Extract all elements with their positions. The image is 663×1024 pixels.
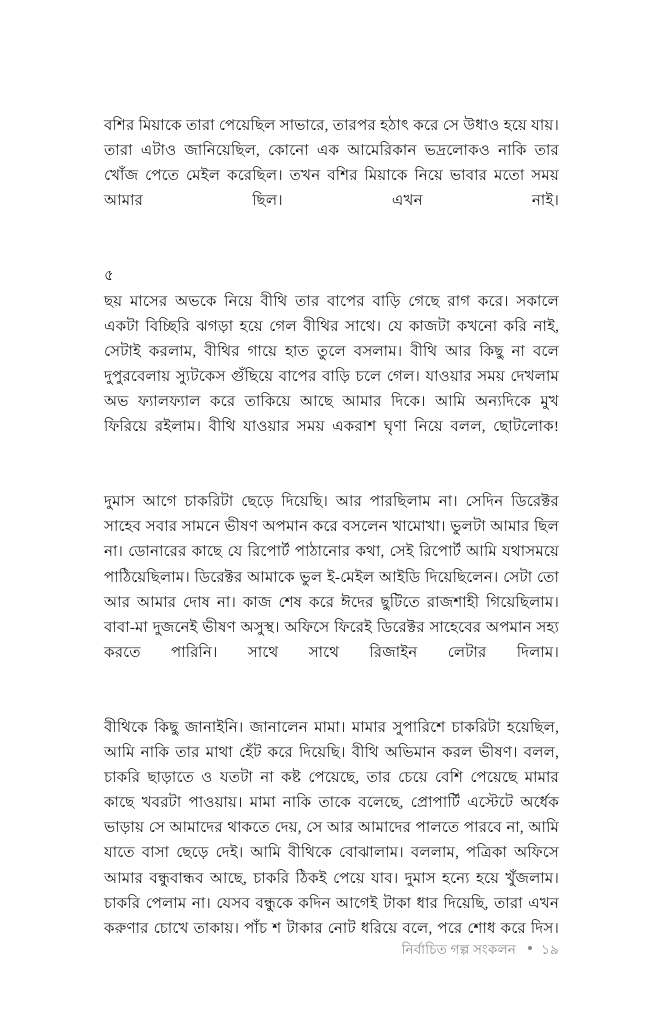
- section-marker-block: [104, 264, 559, 289]
- footer-page-number: ১৯: [541, 942, 559, 957]
- paragraph-1: ছয় মাসের অভকে নিয়ে বীথি তার বাপের বাড়ি গেছে রাগ করে। সকালে একটা বিচ্ছিরি ঝগড়া হয়ে গেল বীথির সাথে। যে কাজটা কখনো করি নাই, সেটাই করলাম, বীথির গায়ে হাত তুলে বসলাম। বীথি আর কিছু না বলে দুপুরবেলায় স্যুটকেস গুঁছিয়ে বাপের বাড়ি চলে গেল। যাওয়ার সময় দেখলাম অভ ফ্যালফ্যাল করে তাকিয়ে আছে আমার দিকে। আমি অন্যদিকে মুখ ফিরিয়ে রইলাম। বীথি যাওয়ার সময় একরাশ ঘৃণা নিয়ে বলল, ছোটলোক!: [104, 293, 559, 436]
- paragraph-2: দুমাস আগে চাকরিটা ছেড়ে দিয়েছি। আর পারছিলাম না। সেদিন ডিরেক্টর সাহেব সবার সামনে ভীষণ অপমান করে বসলেন খামোখা। ভুলটা আমার ছিল না। ডোনারের কাছে যে রিপোর্ট পাঠানোর কথা, সেই রিপোর্ট আমি যথাসময়ে পাঠিয়েছিলাম। ডিরেক্টর আমাকে ভুল ই-মেইল আইডি দিয়েছিলেন। সেটা তো আর আমার দোষ না। কাজ শেষ করে ঈদের ছুটিতে রাজশাহী গিয়েছিলাম। বাবা-মা দুজনেই ভীষণ অসুস্থ। অফিসে ফিরেই ডিরেক্টর সাহেবের অপমান সহ্য করতে পারিনি। সাথে সাথে রিজাইন লেটার দিলাম।: [104, 494, 559, 661]
- section-number: ৫: [104, 268, 114, 285]
- page-text-block: [104, 114, 559, 967]
- footer-book-title: নির্বাচিত গল্প সংকলন: [401, 942, 517, 957]
- page-footer: [104, 940, 559, 960]
- paragraph-3: বীথিকে কিছু জানাইনি। জানালেন মামা। মামার সুপারিশে চাকরিটা হয়েছিল, আমি নাকি তার মাথা হেঁট করে দিয়েছি। বীথি অভিমান করল ভীষণ। বলল, চাকরি ছাড়াতে ও যতটা না কষ্ট পেয়েছে, তার চেয়ে বেশি পেয়েছে মামার কাছে খবরটা পাওয়ায়। মামা নাকি তাকে বলেছে, প্রোপার্টি এস্টেটে অর্ধেক ভাড়ায় সে আমাদের থাকতে দেয়, সে আর আমাদের পালতে পারবে না, আমি যাতে বাসা ছেড়ে দেই। আমি বীথিকে বোঝালাম। বললাম, পত্রিকা অফিসে আমার বন্ধুবান্ধব আছে, চাকরি ঠিকই পেয়ে যাব। দুমাস হন্যে হয়ে খুঁজলাম। চাকরি পেলাম না। যেসব বন্ধুকে কদিন আগেই টাকা ধার দিয়েছি, তারা এখন করুণার চোখে তাকায়। পাঁচ শ টাকার নোট ধরিয়ে বলে, পরে শোধ করে দিস।: [104, 719, 559, 937]
- paragraph-continuation: বশির মিয়াকে তারা পেয়েছিল সাভারে, তারপর হঠাৎ করে সে উধাও হয়ে যায়। তারা এটাও জানিয়েছিল, কোনো এক আমেরিকান ভদ্রলোকও নাকি তার খোঁজ পেতে মেইল করেছিল। তখন বশির মিয়াকে নিয়ে ভাবার মতো সময় আমার ছিল। এখন নাই।: [104, 118, 559, 210]
- bullet-separator-icon: [528, 946, 532, 950]
